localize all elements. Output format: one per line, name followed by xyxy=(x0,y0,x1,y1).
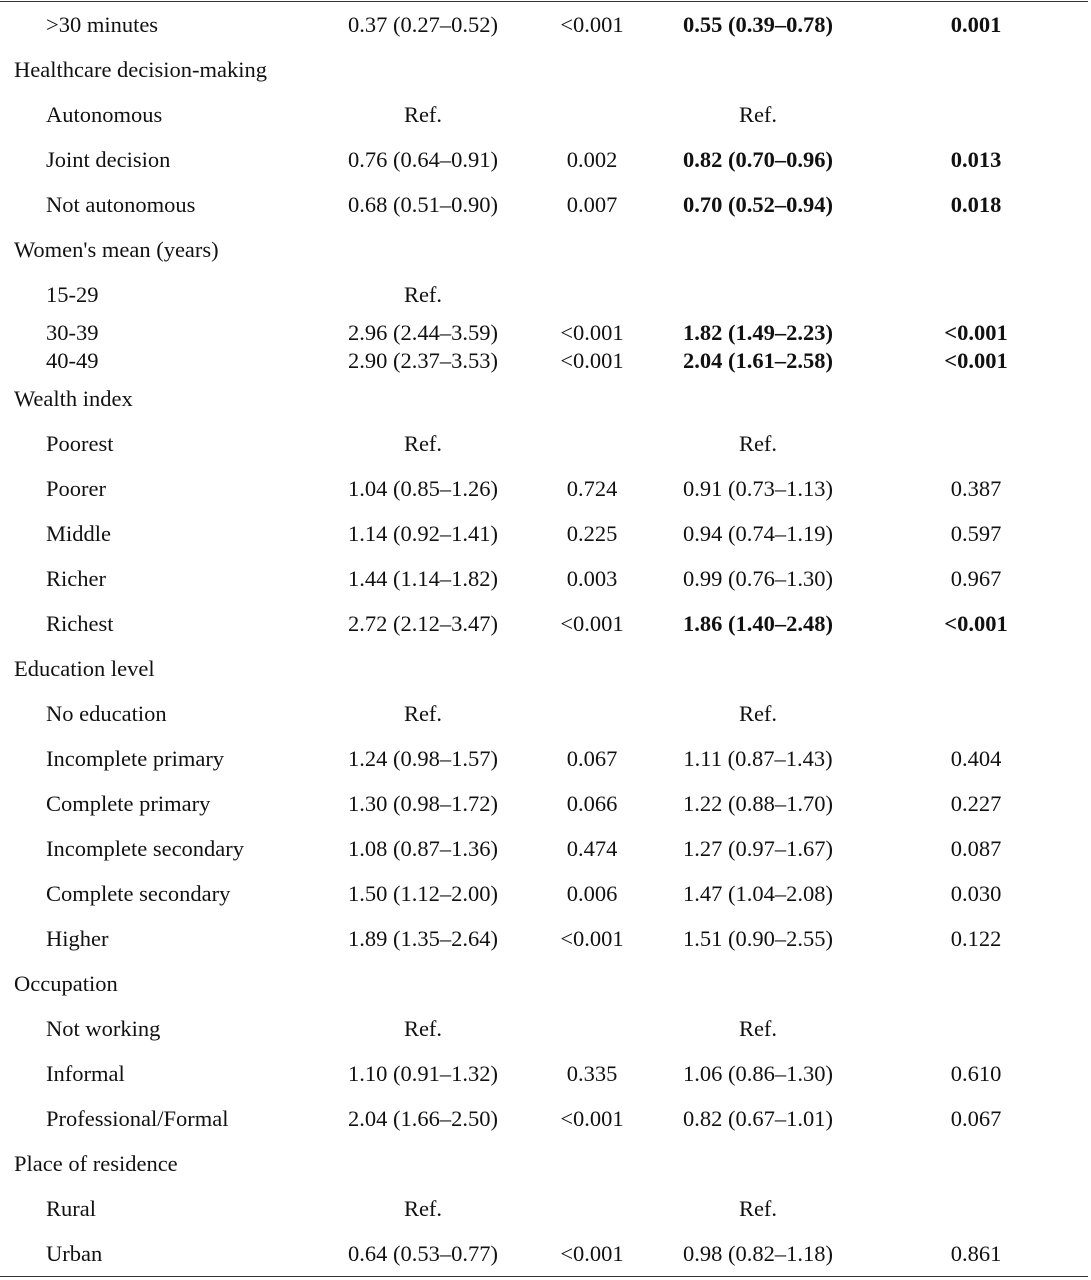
crude-p-cell: 0.474 xyxy=(566,836,618,861)
section-header-row xyxy=(0,1149,1091,1179)
adjusted-or-cell: 1.11 (0.87–1.43) xyxy=(683,746,833,771)
crude-p-cell: <0.001 xyxy=(560,1241,624,1266)
table-row xyxy=(0,924,1091,954)
table-row xyxy=(0,834,1091,864)
row-label: Informal xyxy=(46,1061,125,1086)
adjusted-or-cell: Ref. xyxy=(738,102,778,127)
crude-p-cell: <0.001 xyxy=(560,1106,624,1131)
crude-or-cell: 0.37 (0.27–0.52) xyxy=(348,12,498,37)
crude-or-cell: 1.50 (1.12–2.00) xyxy=(348,881,498,906)
crude-p-cell: <0.001 xyxy=(560,12,624,37)
adjusted-p-cell: 0.861 xyxy=(950,1241,1002,1266)
crude-or-cell: 2.96 (2.44–3.59) xyxy=(348,320,498,345)
row-label: Middle xyxy=(46,521,111,546)
section-header-row xyxy=(0,55,1091,85)
section-title: Education level xyxy=(14,656,155,681)
crude-p-cell: <0.001 xyxy=(560,926,624,951)
adjusted-or-cell: 1.51 (0.90–2.55) xyxy=(683,926,833,951)
table-row xyxy=(0,789,1091,819)
crude-p-cell: 0.007 xyxy=(566,192,618,217)
crude-p-cell: <0.001 xyxy=(560,348,624,373)
crude-p-cell: 0.003 xyxy=(566,566,618,591)
adjusted-p-cell: 0.597 xyxy=(950,521,1002,546)
adjusted-p-cell: 0.404 xyxy=(950,746,1002,771)
adjusted-or-cell: 1.86 (1.40–2.48) xyxy=(683,611,833,636)
adjusted-or-cell: 0.70 (0.52–0.94) xyxy=(683,192,833,217)
adjusted-p-cell: 0.067 xyxy=(950,1106,1002,1131)
table-bottom-rule xyxy=(0,1276,1088,1277)
row-label: Rural xyxy=(46,1196,96,1221)
crude-or-cell: Ref. xyxy=(403,701,443,726)
table-row xyxy=(0,744,1091,774)
adjusted-or-cell: 1.06 (0.86–1.30) xyxy=(683,1061,833,1086)
row-label: 15-29 xyxy=(46,282,99,307)
adjusted-or-cell: 0.82 (0.67–1.01) xyxy=(683,1106,833,1131)
section-header-row xyxy=(0,384,1091,414)
crude-or-cell: Ref. xyxy=(403,282,443,307)
table-row xyxy=(0,609,1091,639)
adjusted-or-cell: 1.82 (1.49–2.23) xyxy=(683,320,833,345)
crude-or-cell: 0.64 (0.53–0.77) xyxy=(348,1241,498,1266)
crude-or-cell: 1.08 (0.87–1.36) xyxy=(348,836,498,861)
adjusted-or-cell: 0.82 (0.70–0.96) xyxy=(683,147,833,172)
row-label: Incomplete secondary xyxy=(46,836,245,861)
table-row xyxy=(0,564,1091,594)
table-row xyxy=(0,1059,1091,1089)
row-label: Richest xyxy=(46,611,114,636)
adjusted-or-cell: Ref. xyxy=(738,701,778,726)
section-header-row xyxy=(0,654,1091,684)
crude-or-cell: 2.72 (2.12–3.47) xyxy=(348,611,498,636)
row-label: Not autonomous xyxy=(46,192,196,217)
adjusted-or-cell: Ref. xyxy=(738,1196,778,1221)
table-row xyxy=(0,346,1091,376)
crude-or-cell: 0.68 (0.51–0.90) xyxy=(348,192,498,217)
adjusted-or-cell: 0.55 (0.39–0.78) xyxy=(683,12,833,37)
table-row xyxy=(0,1104,1091,1134)
crude-or-cell: 1.14 (0.92–1.41) xyxy=(348,521,498,546)
row-label: Joint decision xyxy=(46,147,171,172)
crude-p-cell: <0.001 xyxy=(560,611,624,636)
row-label: >30 minutes xyxy=(46,12,159,37)
crude-or-cell: 1.10 (0.91–1.32) xyxy=(348,1061,498,1086)
crude-p-cell: 0.724 xyxy=(566,476,618,501)
section-title: Wealth index xyxy=(14,386,133,411)
table-row xyxy=(0,1194,1091,1224)
row-label: Complete primary xyxy=(46,791,211,816)
section-title: Healthcare decision-making xyxy=(14,57,268,82)
adjusted-p-cell: 0.610 xyxy=(950,1061,1002,1086)
row-label: Complete secondary xyxy=(46,881,231,906)
adjusted-p-cell: <0.001 xyxy=(944,348,1008,373)
row-label: Higher xyxy=(46,926,109,951)
table-row xyxy=(0,1014,1091,1044)
section-title: Place of residence xyxy=(14,1151,178,1176)
crude-p-cell: 0.335 xyxy=(566,1061,618,1086)
section-title: Occupation xyxy=(14,971,118,996)
adjusted-p-cell: <0.001 xyxy=(944,320,1008,345)
adjusted-p-cell: <0.001 xyxy=(944,611,1008,636)
table-row xyxy=(0,318,1091,348)
adjusted-or-cell: Ref. xyxy=(738,1016,778,1041)
crude-p-cell: 0.006 xyxy=(566,881,618,906)
crude-or-cell: 1.89 (1.35–2.64) xyxy=(348,926,498,951)
row-label: Urban xyxy=(46,1241,103,1266)
adjusted-p-cell: 0.387 xyxy=(950,476,1002,501)
crude-or-cell: 1.44 (1.14–1.82) xyxy=(348,566,498,591)
table-row xyxy=(0,100,1091,130)
adjusted-or-cell: 0.98 (0.82–1.18) xyxy=(683,1241,833,1266)
adjusted-or-cell: 1.47 (1.04–2.08) xyxy=(683,881,833,906)
adjusted-or-cell: 0.99 (0.76–1.30) xyxy=(683,566,833,591)
table-row xyxy=(0,519,1091,549)
crude-p-cell: <0.001 xyxy=(560,320,624,345)
row-label: 30-39 xyxy=(46,320,99,345)
adjusted-or-cell: 0.94 (0.74–1.19) xyxy=(683,521,833,546)
adjusted-or-cell: 1.27 (0.97–1.67) xyxy=(683,836,833,861)
adjusted-p-cell: 0.018 xyxy=(950,192,1002,217)
crude-or-cell: Ref. xyxy=(403,102,443,127)
table-top-rule xyxy=(0,1,1088,2)
adjusted-or-cell: Ref. xyxy=(738,431,778,456)
table-row xyxy=(0,699,1091,729)
table-row xyxy=(0,145,1091,175)
crude-or-cell: 0.76 (0.64–0.91) xyxy=(348,147,498,172)
row-label: Incomplete primary xyxy=(46,746,225,771)
adjusted-p-cell: 0.227 xyxy=(950,791,1002,816)
table-row xyxy=(0,190,1091,220)
table-row xyxy=(0,280,1091,310)
row-label: No education xyxy=(46,701,167,726)
adjusted-or-cell: 0.91 (0.73–1.13) xyxy=(683,476,833,501)
adjusted-or-cell: 2.04 (1.61–2.58) xyxy=(683,348,833,373)
row-label: Autonomous xyxy=(46,102,163,127)
adjusted-p-cell: 0.087 xyxy=(950,836,1002,861)
crude-p-cell: 0.002 xyxy=(566,147,618,172)
row-label: Poorer xyxy=(46,476,106,501)
adjusted-p-cell: 0.013 xyxy=(950,147,1002,172)
row-label: Richer xyxy=(46,566,106,591)
crude-p-cell: 0.067 xyxy=(566,746,618,771)
table-row xyxy=(0,879,1091,909)
crude-or-cell: 1.30 (0.98–1.72) xyxy=(348,791,498,816)
crude-or-cell: Ref. xyxy=(403,431,443,456)
row-label: 40-49 xyxy=(46,348,99,373)
row-label: Poorest xyxy=(46,431,114,456)
crude-or-cell: 1.04 (0.85–1.26) xyxy=(348,476,498,501)
table-row xyxy=(0,1239,1091,1269)
crude-p-cell: 0.066 xyxy=(566,791,618,816)
section-header-row xyxy=(0,969,1091,999)
section-header-row xyxy=(0,235,1091,265)
crude-or-cell: 2.90 (2.37–3.53) xyxy=(348,348,498,373)
section-title: Women's mean (years) xyxy=(14,237,219,262)
crude-or-cell: 1.24 (0.98–1.57) xyxy=(348,746,498,771)
crude-or-cell: 2.04 (1.66–2.50) xyxy=(348,1106,498,1131)
adjusted-p-cell: 0.967 xyxy=(950,566,1002,591)
row-label: Not working xyxy=(46,1016,161,1041)
adjusted-p-cell: 0.030 xyxy=(950,881,1002,906)
table-row xyxy=(0,474,1091,504)
table-row xyxy=(0,10,1091,40)
crude-or-cell: Ref. xyxy=(403,1016,443,1041)
adjusted-p-cell: 0.122 xyxy=(950,926,1002,951)
crude-or-cell: Ref. xyxy=(403,1196,443,1221)
adjusted-or-cell: 1.22 (0.88–1.70) xyxy=(683,791,833,816)
table-row xyxy=(0,429,1091,459)
adjusted-p-cell: 0.001 xyxy=(950,12,1002,37)
crude-p-cell: 0.225 xyxy=(566,521,618,546)
row-label: Professional/Formal xyxy=(46,1106,229,1131)
